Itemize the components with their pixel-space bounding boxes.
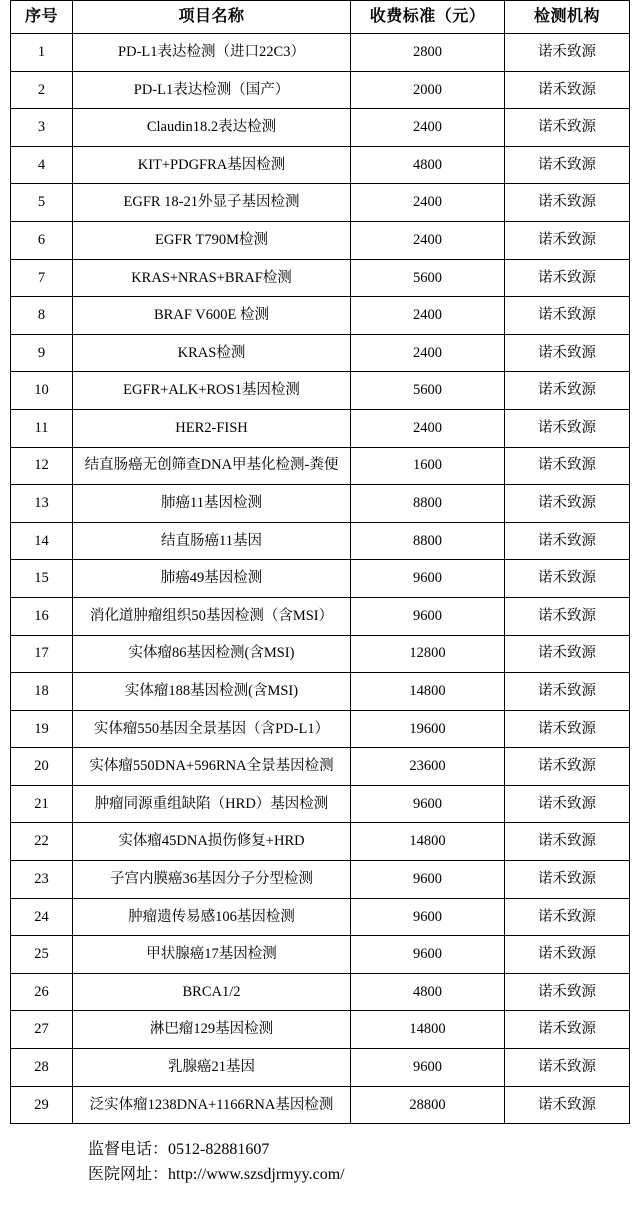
cell-index: 24 [11,898,73,936]
table-header [11,1,630,34]
table-row [11,785,630,823]
table-row [11,710,630,748]
cell-index: 23 [11,861,73,899]
table-row [11,823,630,861]
table-row [11,635,630,673]
table-row [11,898,630,936]
cell-price: 9600 [351,861,505,899]
table-row [11,597,630,635]
column-header-org: 检测机构 [505,1,630,34]
cell-name: 肺癌11基因检测 [73,485,351,523]
cell-index: 4 [11,146,73,184]
cell-price: 8800 [351,485,505,523]
table-row [11,447,630,485]
cell-org: 诺禾致源 [505,71,630,109]
cell-price: 2800 [351,34,505,72]
cell-index: 17 [11,635,73,673]
cell-index: 2 [11,71,73,109]
column-header-index: 序号 [11,1,73,34]
cell-name: EGFR 18-21外显子基因检测 [73,184,351,222]
cell-org: 诺禾致源 [505,297,630,335]
cell-price: 12800 [351,635,505,673]
cell-org: 诺禾致源 [505,447,630,485]
table-row [11,1011,630,1049]
cell-org: 诺禾致源 [505,146,630,184]
cell-index: 6 [11,221,73,259]
cell-index: 29 [11,1086,73,1124]
cell-name: 乳腺癌21基因 [73,1049,351,1087]
cell-price: 14800 [351,673,505,711]
cell-name: PD-L1表达检测（进口22C3） [73,34,351,72]
cell-index: 8 [11,297,73,335]
cell-org: 诺禾致源 [505,221,630,259]
cell-price: 2400 [351,109,505,147]
cell-name: Claudin18.2表达检测 [73,109,351,147]
cell-price: 19600 [351,710,505,748]
table-row [11,409,630,447]
cell-index: 12 [11,447,73,485]
cell-org: 诺禾致源 [505,710,630,748]
cell-price: 5600 [351,259,505,297]
cell-name: 消化道肿瘤组织50基因检测（含MSI） [73,597,351,635]
cell-index: 25 [11,936,73,974]
cell-org: 诺禾致源 [505,973,630,1011]
cell-org: 诺禾致源 [505,184,630,222]
cell-index: 7 [11,259,73,297]
cell-name: 肿瘤同源重组缺陷（HRD）基因检测 [73,785,351,823]
cell-index: 28 [11,1049,73,1087]
table-row [11,259,630,297]
cell-index: 15 [11,560,73,598]
table-row [11,748,630,786]
cell-name: 淋巴瘤129基因检测 [73,1011,351,1049]
cell-org: 诺禾致源 [505,823,630,861]
cell-index: 27 [11,1011,73,1049]
cell-org: 诺禾致源 [505,34,630,72]
cell-name: 实体瘤86基因检测(含MSI) [73,635,351,673]
cell-name: 泛实体瘤1238DNA+1166RNA基因检测 [73,1086,351,1124]
cell-name: KRAS+NRAS+BRAF检测 [73,259,351,297]
table-body [11,34,630,1124]
cell-org: 诺禾致源 [505,1011,630,1049]
cell-index: 22 [11,823,73,861]
cell-name: 肺癌49基因检测 [73,560,351,598]
cell-price: 2400 [351,334,505,372]
cell-name: 甲状腺癌17基因检测 [73,936,351,974]
cell-org: 诺禾致源 [505,372,630,410]
cell-price: 4800 [351,973,505,1011]
cell-name: 实体瘤550DNA+596RNA全景基因检测 [73,748,351,786]
cell-price: 9600 [351,936,505,974]
table-row [11,334,630,372]
cell-org: 诺禾致源 [505,898,630,936]
cell-price: 28800 [351,1086,505,1124]
column-header-name: 项目名称 [73,1,351,34]
cell-index: 9 [11,334,73,372]
cell-org: 诺禾致源 [505,635,630,673]
supervision-phone: 监督电话：0512-82881607 [88,1141,270,1159]
table-row [11,936,630,974]
cell-org: 诺禾致源 [505,1049,630,1087]
cell-org: 诺禾致源 [505,485,630,523]
cell-org: 诺禾致源 [505,748,630,786]
cell-name: EGFR T790M检测 [73,221,351,259]
cell-index: 5 [11,184,73,222]
cell-org: 诺禾致源 [505,522,630,560]
table-row [11,973,630,1011]
cell-index: 21 [11,785,73,823]
cell-name: 实体瘤45DNA损伤修复+HRD [73,823,351,861]
cell-index: 16 [11,597,73,635]
table-header-row [11,1,630,34]
table-row [11,297,630,335]
cell-price: 14800 [351,823,505,861]
cell-index: 20 [11,748,73,786]
cell-name: PD-L1表达检测（国产） [73,71,351,109]
cell-price: 9600 [351,1049,505,1087]
cell-price: 9600 [351,560,505,598]
cell-price: 14800 [351,1011,505,1049]
cell-price: 23600 [351,748,505,786]
cell-price: 9600 [351,785,505,823]
cell-name: 实体瘤188基因检测(含MSI) [73,673,351,711]
cell-index: 3 [11,109,73,147]
cell-price: 2400 [351,297,505,335]
cell-name: BRAF V600E 检测 [73,297,351,335]
table-row [11,1049,630,1087]
cell-name: KIT+PDGFRA基因检测 [73,146,351,184]
cell-price: 9600 [351,597,505,635]
cell-name: 实体瘤550基因全景基因（含PD-L1） [73,710,351,748]
cell-index: 26 [11,973,73,1011]
column-header-price: 收费标准（元） [351,1,505,34]
cell-price: 5600 [351,372,505,410]
cell-name: HER2-FISH [73,409,351,447]
cell-price: 2400 [351,409,505,447]
cell-index: 14 [11,522,73,560]
cell-name: 子宫内膜癌36基因分子分型检测 [73,861,351,899]
cell-index: 1 [11,34,73,72]
table-row [11,560,630,598]
cell-index: 11 [11,409,73,447]
cell-org: 诺禾致源 [505,334,630,372]
cell-name: 肿瘤遗传易感106基因检测 [73,898,351,936]
table-row [11,146,630,184]
cell-index: 18 [11,673,73,711]
table-row [11,673,630,711]
table-row [11,485,630,523]
table-row [11,71,630,109]
table-row [11,109,630,147]
cell-org: 诺禾致源 [505,560,630,598]
cell-price: 2400 [351,221,505,259]
cell-index: 10 [11,372,73,410]
cell-index: 13 [11,485,73,523]
cell-org: 诺禾致源 [505,409,630,447]
cell-org: 诺禾致源 [505,1086,630,1124]
cell-price: 9600 [351,898,505,936]
cell-org: 诺禾致源 [505,673,630,711]
table-row [11,221,630,259]
cell-org: 诺禾致源 [505,936,630,974]
cell-price: 8800 [351,522,505,560]
table-row [11,34,630,72]
fee-table [10,0,630,1124]
cell-org: 诺禾致源 [505,861,630,899]
cell-org: 诺禾致源 [505,597,630,635]
cell-price: 1600 [351,447,505,485]
cell-price: 2000 [351,71,505,109]
table-row [11,372,630,410]
table-row [11,1086,630,1124]
table-row [11,861,630,899]
cell-index: 19 [11,710,73,748]
table-row [11,522,630,560]
footer-contact [10,1138,629,1188]
cell-org: 诺禾致源 [505,109,630,147]
cell-name: 结直肠癌11基因 [73,522,351,560]
cell-org: 诺禾致源 [505,259,630,297]
cell-name: EGFR+ALK+ROS1基因检测 [73,372,351,410]
cell-price: 2400 [351,184,505,222]
cell-name: BRCA1/2 [73,973,351,1011]
hospital-website: 医院网址：http://www.szsdjrmyy.com/ [88,1166,345,1184]
cell-price: 4800 [351,146,505,184]
cell-name: KRAS检测 [73,334,351,372]
table-row [11,184,630,222]
cell-org: 诺禾致源 [505,785,630,823]
cell-name: 结直肠癌无创筛查DNA甲基化检测-粪便 [73,447,351,485]
